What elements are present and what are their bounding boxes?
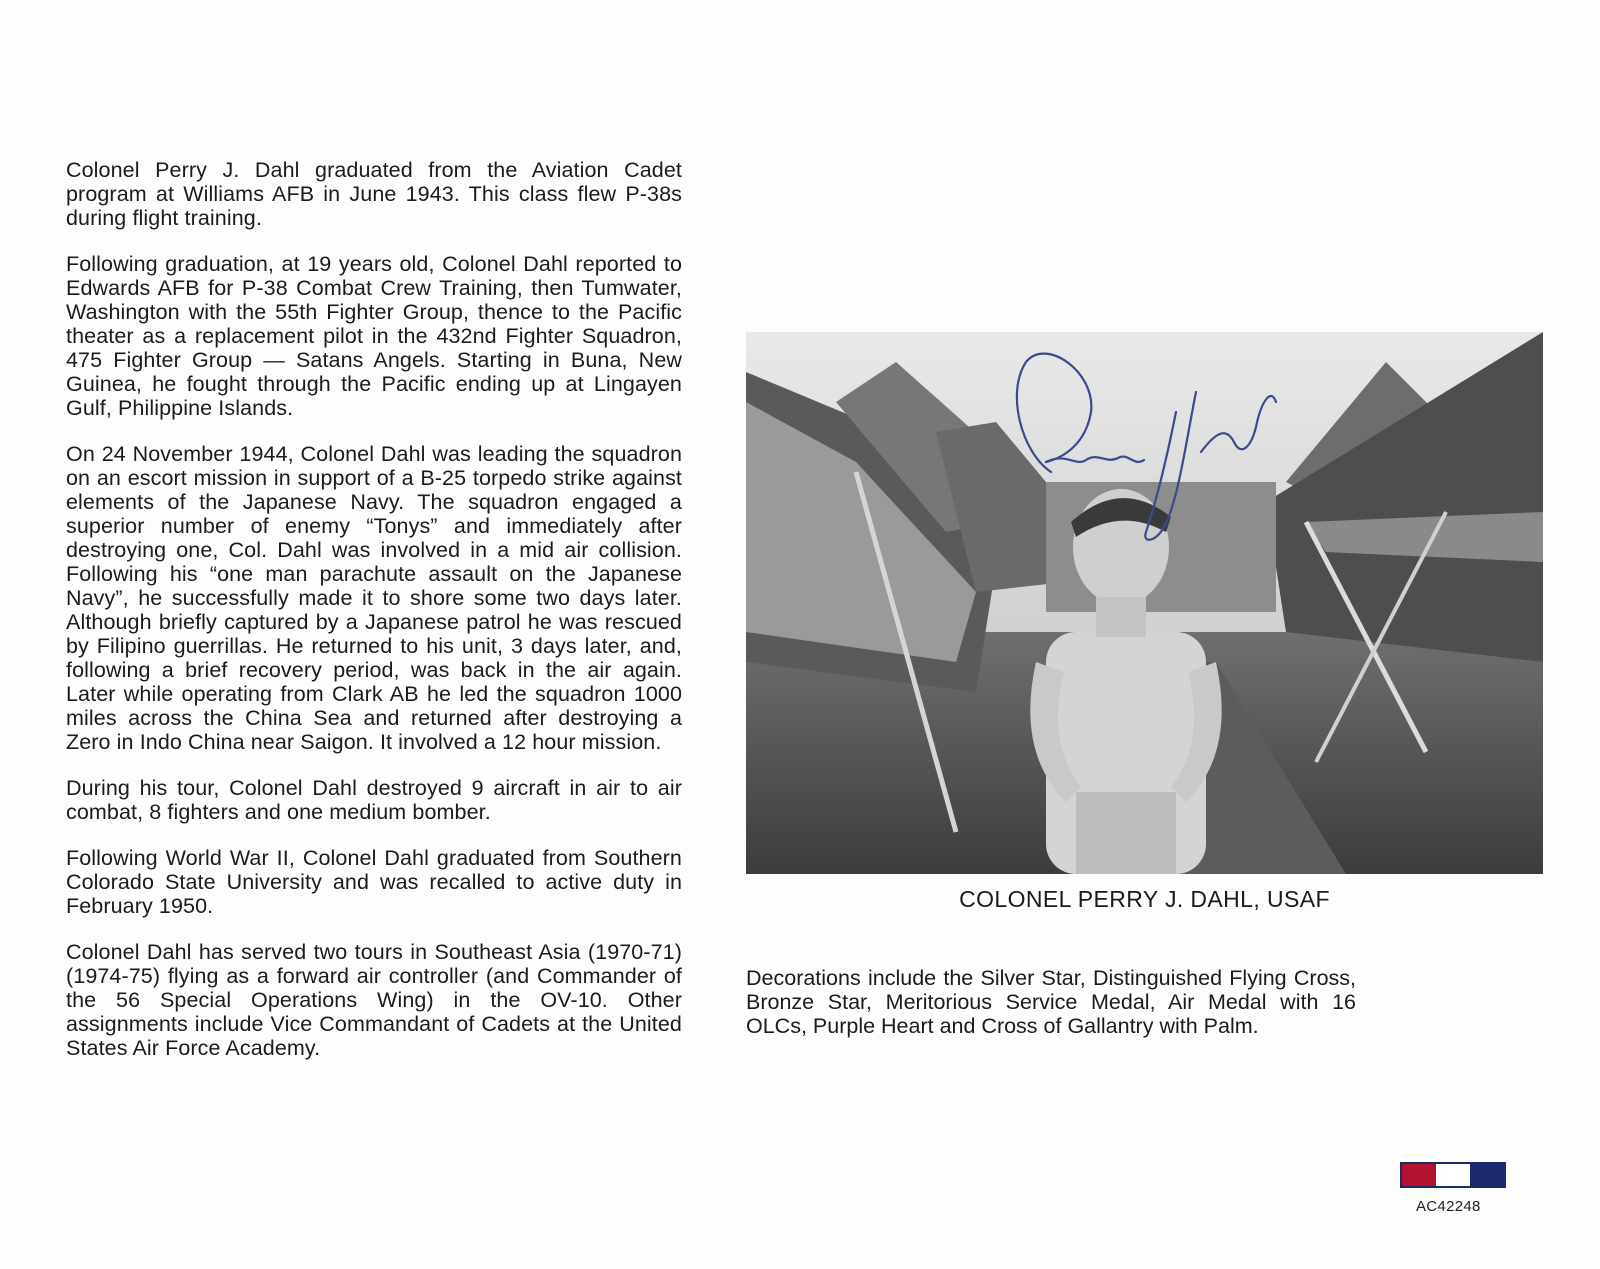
bio-paragraph-3: On 24 November 1944, Colonel Dahl was leading the squadron on an escort mission in support of a B-25 torpedo strike against elements of the Japanese Navy. The squadron engaged a superior number of enemy “Tonys” and immediately after destroying one, Col. Dahl was involved in a mid air collision. Following his “one man parachute assault on the Japanese Navy”, he successfully made it to shore some two days later. Although briefly captured by a Japanese patrol he was rescued by Filipino guerrillas. He returned to his unit, 3 days later, and, following a brief recovery period, was back in the air again. Later while operating from Clark AB he led the squadron 1000 miles across the China Sea and returned after destroying a Zero in Indo China near Saigon. It involved a 12 hour mission. xyxy=(66,442,682,754)
photo-illustration xyxy=(746,332,1543,874)
bio-paragraph-1: Colonel Perry J. Dahl graduated from the Aviation Cadet program at Williams AFB in June 1943. This class flew P-38s during flight training. xyxy=(66,158,682,230)
certificate-number: AC42248 xyxy=(1416,1198,1481,1215)
psa-dna-logo xyxy=(1400,1162,1506,1188)
decorations-paragraph: Decorations include the Silver Star, Distinguished Flying Cross, Bronze Star, Meritorious Service Medal, Air Medal with 16 OLCs, Purple Heart and Cross of Gallantry with Palm. xyxy=(746,966,1356,1038)
bio-paragraph-6: Colonel Dahl has served two tours in Southeast Asia (1970-71) (1974-75) flying as a forward air controller (and Commander of the 56 Special Operations Wing) in the OV-10. Other assignments include Vice Commandant of Cadets at the United States Air Force Academy. xyxy=(66,940,682,1060)
biography-column xyxy=(66,158,682,1082)
bio-paragraph-4: During his tour, Colonel Dahl destroyed 9 aircraft in air to air combat, 8 fighters and one medium bomber. xyxy=(66,776,682,824)
photo-caption: COLONEL PERRY J. DAHL, USAF xyxy=(959,886,1330,912)
portrait-photo xyxy=(746,332,1543,874)
bio-paragraph-2: Following graduation, at 19 years old, Colonel Dahl reported to Edwards AFB for P-38 Combat Crew Training, then Tumwater, Washington with the 55th Fighter Group, thence to the Pacific theater as a replacement pilot in the 432nd Fighter Squadron, 475 Fighter Group — Satans Angels. Starting in Buna, New Guinea, he fought through the Pacific ending up at Lingayen Gulf, Philippine Islands. xyxy=(66,252,682,420)
bio-paragraph-5: Following World War II, Colonel Dahl graduated from Southern Colorado State University and was recalled to active duty in February 1950. xyxy=(66,846,682,918)
